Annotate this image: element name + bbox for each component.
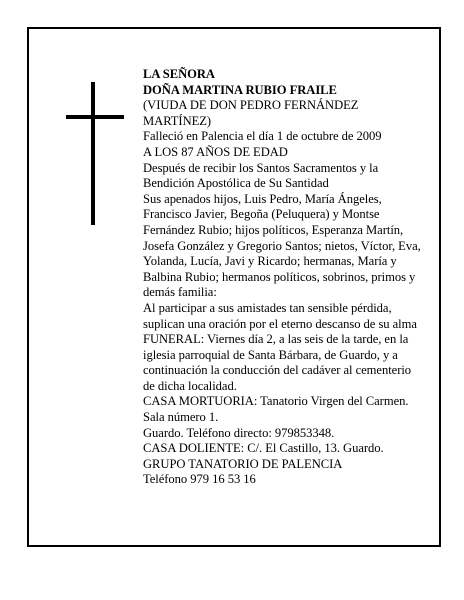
latin-cross-icon <box>91 82 95 225</box>
honorific-line: LA SEÑORA <box>143 67 215 81</box>
funeral-line: iglesia parroquial de Santa Bárbara, de Guardo, y a <box>143 347 398 362</box>
funeral-line: de dicha localidad. <box>143 378 237 393</box>
mortuary-phone-line: Guardo. Teléfono directo: 979853348. <box>143 425 335 440</box>
mortuary-line: CASA MORTUORIA: Tanatorio Virgen del Carmen. <box>143 394 409 409</box>
family-line: Balbina Rubio; hermanos políticos, sobrinos, primos y <box>143 269 416 284</box>
prayer-line: Al participar a sus amistades tan sensible pérdida, <box>143 300 392 315</box>
sacraments-line-2: Bendición Apostólica de Su Santidad <box>143 176 329 191</box>
deceased-name: DOÑA MARTINA RUBIO FRAILE <box>143 82 337 97</box>
funeral-line: continuación la conducción del cadáver al cementerio <box>143 363 412 378</box>
family-line: Francisco Javier, Begoña (Peluquera) y Montse <box>143 207 380 222</box>
mourning-house-line: CASA DOLIENTE: C/. El Castillo, 13. Guardo. <box>143 441 384 456</box>
mortuary-room-line: Sala número 1. <box>143 410 219 425</box>
widow-line-2: MARTÍNEZ) <box>143 113 212 128</box>
family-line: demás familia: <box>143 285 217 300</box>
sacraments-line-1: Después de recibir los Santos Sacramentos y la <box>143 160 379 175</box>
funeral-home-phone: Teléfono 979 16 53 16 <box>143 472 256 487</box>
family-line: Fernández Rubio; hijos políticos, Esperanza Martín, <box>143 222 404 237</box>
obituary-text <box>143 67 463 488</box>
latin-cross-icon-crossbar <box>66 115 124 119</box>
family-line: Sus apenados hijos, Luis Pedro, María Ángeles, <box>143 191 382 206</box>
age-line: A LOS 87 AÑOS DE EDAD <box>143 144 288 159</box>
funeral-line: FUNERAL: Viernes día 2, a las seis de la tarde, en la <box>143 332 409 347</box>
funeral-home-name: GRUPO TANATORIO DE PALENCIA <box>143 456 343 471</box>
prayer-line: suplican una oración por el eterno descanso de su alma <box>143 316 417 331</box>
widow-line-1: (VIUDA DE DON PEDRO FERNÁNDEZ <box>143 98 359 113</box>
family-line: Josefa González y Gregorio Santos; nietos, Víctor, Eva, <box>143 238 421 253</box>
family-line: Yolanda, Lucía, Javi y Ricardo; hermanas, María y <box>143 254 397 269</box>
obituary-notice <box>27 27 441 547</box>
death-date-line: Falleció en Palencia el día 1 de octubre de 2009 <box>143 129 382 144</box>
